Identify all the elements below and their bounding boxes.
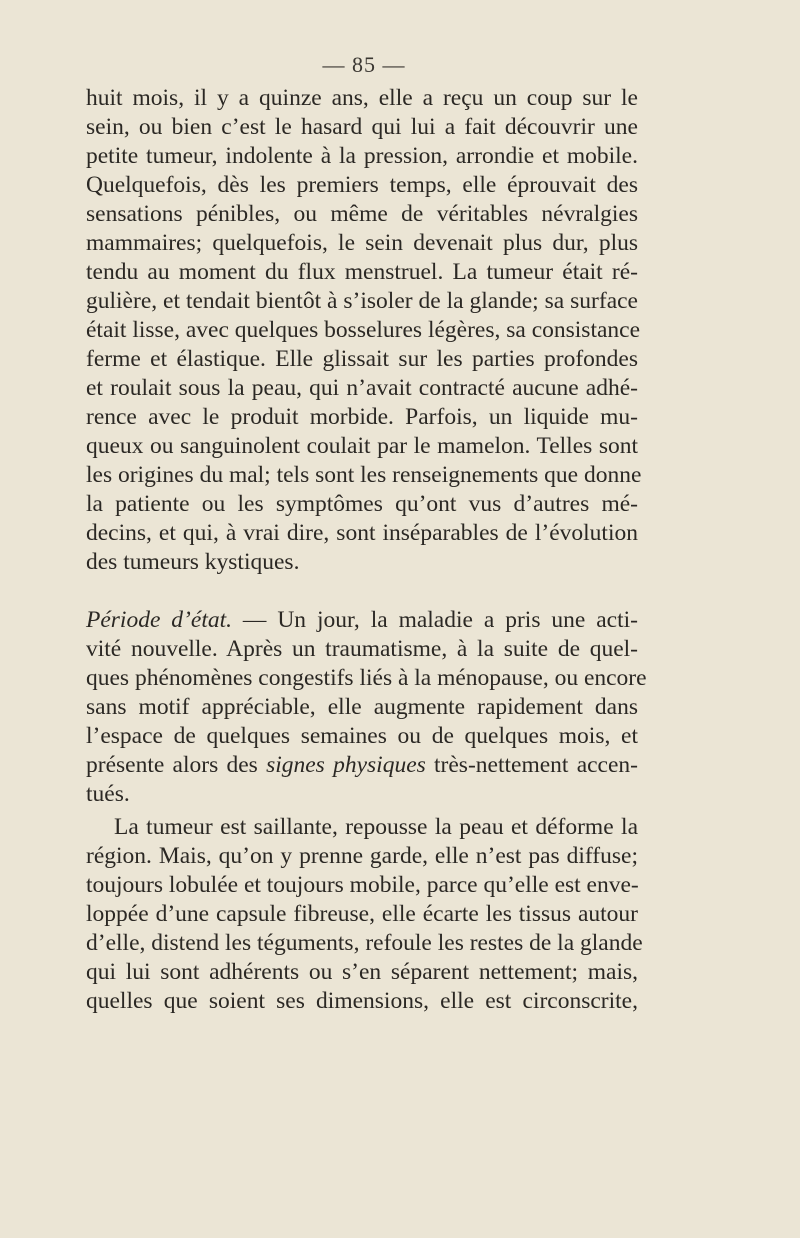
- text-line: des tumeurs kystiques.: [86, 549, 300, 575]
- text-line: petite tumeur, indolente à la pression, arrondie et mobile.: [86, 143, 638, 169]
- text-line: huit mois, il y a quinze ans, elle a reçu un coup sur le: [86, 85, 638, 111]
- text-fragment: présente alors des: [86, 752, 267, 778]
- text-line: sensations pénibles, ou même de véritables névralgies: [86, 201, 638, 227]
- text-line: les origines du mal; tels sont les renseignements que donne: [86, 462, 642, 488]
- text-fragment: très-nettement accen-: [425, 752, 638, 778]
- text-line: decins, et qui, à vrai dire, sont inséparables de l’évolution: [86, 520, 638, 546]
- body-text: [86, 84, 647, 1016]
- text-line: sans motif appréciable, elle augmente rapidement dans: [86, 694, 638, 720]
- text-line: et roulait sous la peau, qui n’avait contracté aucune adhé-: [86, 375, 638, 401]
- text-fragment: — Un jour, la maladie a pris une acti-: [232, 607, 638, 633]
- paragraph-spacer: [86, 577, 638, 606]
- text-line: La tumeur est saillante, repousse la peau et déforme la: [114, 814, 638, 840]
- text-line: ques phénomènes congestifs liés à la ménopause, ou encore: [86, 665, 647, 691]
- text-line: Quelquefois, dès les premiers temps, elle éprouvait des: [86, 172, 638, 198]
- text-line: tendu au moment du flux menstruel. La tumeur était ré-: [86, 259, 638, 285]
- text-line: vité nouvelle. Après un traumatisme, à la suite de quel-: [86, 636, 638, 662]
- section-heading-italic: Période d’état.: [86, 607, 232, 633]
- emphasis-italic: signes physiques: [266, 752, 426, 778]
- text-line: toujours lobulée et toujours mobile, parce qu’elle est enve-: [86, 872, 639, 898]
- text-line: [86, 751, 638, 780]
- text-line: était lisse, avec quelques bosselures légères, sa consistance: [86, 317, 641, 343]
- text-line: d’elle, distend les téguments, refoule les restes de la glande: [86, 930, 643, 956]
- text-line: quelles que soient ses dimensions, elle est circonscrite,: [86, 988, 638, 1014]
- text-line: queux ou sanguinolent coulait par le mamelon. Telles sont: [86, 433, 638, 459]
- text-line: mammaires; quelquefois, le sein devenait plus dur, plus: [86, 230, 638, 256]
- text-line: rence avec le produit morbide. Parfois, un liquide mu-: [86, 404, 638, 430]
- text-line: région. Mais, qu’on y prenne garde, elle n’est pas diffuse;: [86, 843, 638, 869]
- paragraph-1: [86, 84, 642, 577]
- text-line: qui lui sont adhérents ou s’en séparent nettement; mais,: [86, 959, 638, 985]
- text-line: [86, 606, 638, 635]
- text-line: loppée d’une capsule fibreuse, elle écarte les tissus autour: [86, 901, 638, 927]
- text-line: gulière, et tendait bientôt à s’isoler de la glande; sa surface: [86, 288, 638, 314]
- paragraph-3: [86, 813, 643, 1016]
- text-line: la patiente ou les symptômes qu’ont vus d’autres mé-: [86, 491, 638, 517]
- page-number: — 85 —: [322, 52, 406, 77]
- text-line: tués.: [86, 781, 130, 807]
- text-line: l’espace de quelques semaines ou de quelques mois, et: [86, 723, 638, 749]
- text-line: sein, ou bien c’est le hasard qui lui a fait découvrir une: [86, 114, 638, 140]
- paragraph-2: [86, 606, 647, 809]
- text-line: ferme et élastique. Elle glissait sur les parties profondes: [86, 346, 638, 372]
